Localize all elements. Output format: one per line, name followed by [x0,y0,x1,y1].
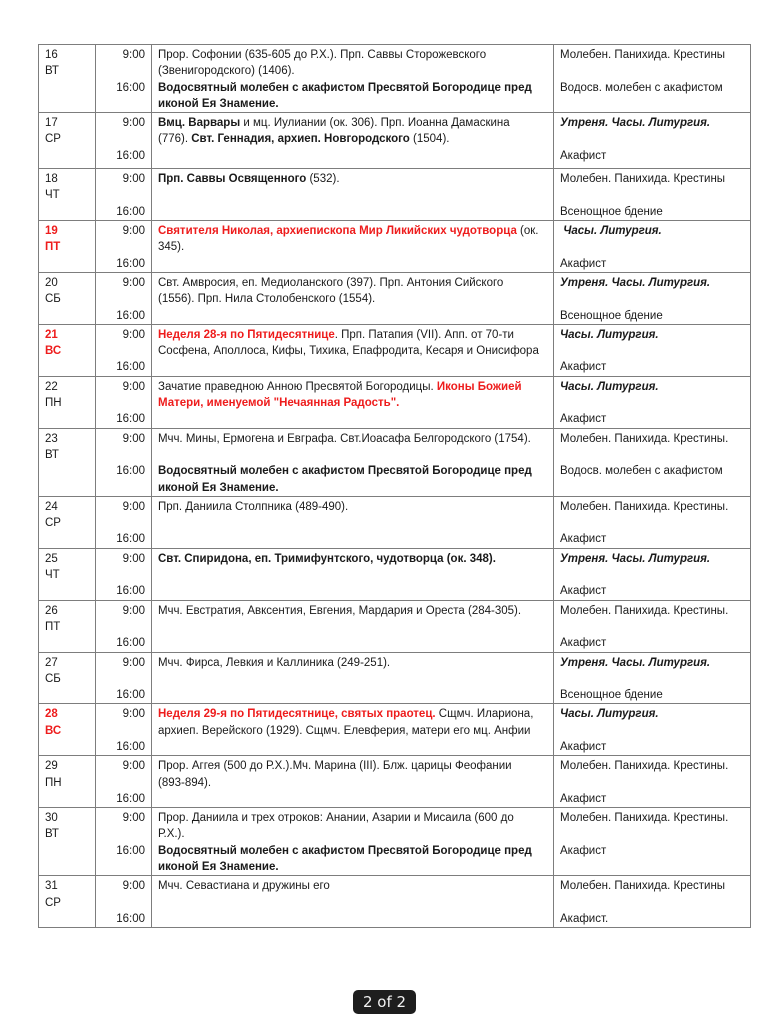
morning-service: Часы. Литургия. [560,380,659,393]
evening-time: 16:00 [116,637,145,650]
weekday: СР [45,517,61,530]
day-number: 19 [45,225,58,238]
morning-service: Утреня. Часы. Литургия. [560,276,711,289]
feast-highlight: Матери, именуемой "Нечаянная Радость". [158,397,400,410]
text-segment: Мчч. Евстратия, Авксентия, Евгения, Мардария и Ореста (284-305). [158,604,522,617]
day-number: 28 [45,708,58,721]
schedule-row [39,428,751,496]
day-number: 25 [45,552,58,565]
day-number: 24 [45,500,58,513]
day-cell [39,652,96,704]
weekday: ПТ [45,241,61,254]
morning-time: 9:00 [122,708,145,721]
text-segment: Мчч. Мины, Ермогена и Евграфа. Свт.Иоасафа Белгородского (1754). [158,432,531,445]
services-cell [554,272,751,324]
day-cell [39,428,96,496]
weekday: ПН [45,776,62,789]
time-cell [96,324,152,376]
time-cell [96,652,152,704]
morning-service: Молебен. Панихида. Крестины. [560,432,729,445]
morning-service: Утреня. Часы. Литургия. [560,552,711,565]
schedule-row [39,45,751,113]
services-cell [554,652,751,704]
time-cell [96,600,152,652]
morning-service: Молебен. Панихида. Крестины. [560,760,729,773]
text-segment: (893-894). [158,776,212,789]
evening-service: Акафист [560,740,607,753]
morning-time: 9:00 [122,117,145,130]
commemoration-cell [152,704,554,756]
text-segment: . Прп. Патапия (VII). Апп. от 70-ти [334,328,514,341]
schedule-row [39,169,751,221]
morning-time: 9:00 [122,500,145,513]
morning-service: Молебен. Панихида. Крестины [560,173,726,186]
page-indicator-label: 2 of 2 [362,993,407,1011]
commemoration-line [158,463,547,479]
evening-time: 16:00 [116,205,145,218]
day-number: 27 [45,656,58,669]
morning-time: 9:00 [122,432,145,445]
day-number: 21 [45,328,58,341]
day-number: 22 [45,380,58,393]
commemoration-cell [152,756,554,808]
time-cell [96,169,152,221]
commemoration-cell [152,876,554,928]
schedule-row [39,272,751,324]
evening-service: Всенощное бдение [560,309,663,322]
day-cell [39,496,96,548]
commemoration-line [158,379,547,395]
morning-time: 9:00 [122,276,145,289]
morning-service: Молебен. Панихида. Крестины. [560,500,729,513]
day-cell [39,704,96,756]
evening-time: 16:00 [116,740,145,753]
text-segment: Свт. Амвросия, еп. Медиоланского (397). Прп. Антония Сийского [158,276,504,289]
text-segment: Мчч. Фирса, Левкия и Каллиника (249-251). [158,656,391,669]
commemoration-line [158,706,547,722]
morning-time: 9:00 [122,760,145,773]
morning-service: Молебен. Панихида. Крестины [560,49,726,61]
evening-service: Акафист [560,257,607,270]
schedule-row [39,221,751,273]
morning-service: Часы. Литургия. [560,328,659,341]
evening-time: 16:00 [116,912,145,925]
bold-text: Водосвятный молебен с акафистом Пресвятой Богородице пред [158,81,532,94]
morning-service: Часы. Литургия. [560,708,659,721]
bold-text: иконой Ея Знамение. [158,97,279,110]
day-cell [39,221,96,273]
morning-time: 9:00 [122,380,145,393]
weekday: ПН [45,397,62,410]
schedule-row [39,652,751,704]
services-cell [554,496,751,548]
evening-service: Акафист [560,413,607,426]
day-number: 20 [45,276,58,289]
morning-time: 9:00 [122,880,145,893]
morning-time: 9:00 [122,173,145,186]
time-cell [96,376,152,428]
time-cell [96,548,152,600]
commemoration-line [158,63,547,79]
day-number: 29 [45,760,58,773]
commemoration-line [158,395,547,411]
commemoration-cell [152,45,554,113]
weekday: СР [45,896,61,909]
services-cell [554,704,751,756]
evening-service: Акафист [560,149,607,162]
commemoration-line [158,291,547,307]
weekday: ЧТ [45,569,60,582]
bold-text: Водосвятный молебен с акафистом Пресвятой Богородице пред [158,844,532,857]
day-number: 23 [45,432,58,445]
weekday: ВС [45,345,62,358]
day-number: 16 [45,49,58,61]
text-segment: архиеп. Верейского (1929). Сщмч. Елевферия, матери его мц. Анфии [158,724,531,737]
commemoration-line [158,327,547,343]
weekday: ВТ [45,828,59,841]
morning-service: Утреня. Часы. Литургия. [560,656,711,669]
evening-time: 16:00 [116,257,145,270]
morning-time: 9:00 [122,812,145,825]
evening-time: 16:00 [116,149,145,162]
bold-text: Свт. Геннадия, архиеп. Новгородского [191,133,410,146]
time-cell [96,272,152,324]
time-cell [96,45,152,113]
bold-text: Свт. Спиридона, еп. Тримифунтского, чудотворца (ок. 348). [158,552,496,565]
day-cell [39,272,96,324]
commemoration-line [158,480,547,496]
commemoration-line [158,655,547,671]
text-segment: Мчч. Севастиана и дружины его [158,880,330,893]
schedule-row [39,324,751,376]
morning-time: 9:00 [122,656,145,669]
text-segment: Зачатие праведною Анною Пресвятой Богородицы. [158,380,437,393]
weekday: ЧТ [45,189,60,202]
services-cell [554,169,751,221]
schedule-row [39,756,751,808]
evening-service: Акафист [560,361,607,374]
schedule-body [39,45,751,928]
time-cell [96,704,152,756]
commemoration-line [158,603,547,619]
morning-service: Часы. Литургия. [560,225,662,238]
commemoration-line [158,758,547,774]
text-segment: (ок. [516,225,539,238]
services-cell [554,808,751,876]
weekday: ПТ [45,620,61,633]
day-cell [39,600,96,652]
services-cell [554,428,751,496]
page-indicator [353,990,416,1014]
commemoration-line [158,47,547,63]
commemoration-line [158,115,547,131]
morning-time: 9:00 [122,328,145,341]
bold-text: Прп. Саввы Освященного [158,173,307,186]
commemoration-line [158,223,547,239]
morning-time: 9:00 [122,49,145,61]
text-segment: (Звенигородского) (1406). [158,65,295,78]
day-cell [39,376,96,428]
commemoration-cell [152,376,554,428]
schedule-row [39,376,751,428]
evening-time: 16:00 [116,844,145,857]
day-number: 31 [45,880,58,893]
commemoration-cell [152,808,554,876]
commemoration-line [158,239,547,255]
weekday: СР [45,133,61,146]
commemoration-line [158,447,547,463]
morning-service: Утреня. Часы. Литургия. [560,117,711,130]
day-cell [39,548,96,600]
schedule-table [38,44,751,928]
day-number: 30 [45,812,58,825]
evening-service: Водосв. молебен с акафистом [560,465,723,478]
evening-service: Акафист [560,585,607,598]
text-segment: Прп. Даниила Столпника (489-490). [158,500,349,513]
text-segment: Прор. Софонии (635-605 до Р.Х.). Прп. Саввы Сторожевского [158,49,487,61]
commemoration-line [158,80,547,96]
evening-service: Акафист. [560,912,609,925]
time-cell [96,113,152,169]
time-cell [96,221,152,273]
morning-service: Молебен. Панихида. Крестины [560,880,726,893]
evening-time: 16:00 [116,533,145,546]
schedule-row [39,876,751,928]
commemoration-cell [152,221,554,273]
commemoration-cell [152,272,554,324]
day-cell [39,113,96,169]
day-number: 17 [45,117,58,130]
evening-time: 16:00 [116,465,145,478]
evening-service: Всенощное бдение [560,205,663,218]
bold-text: Водосвятный молебен с акафистом Пресвятой Богородице пред [158,465,532,478]
day-cell [39,808,96,876]
time-cell [96,876,152,928]
morning-time: 9:00 [122,604,145,617]
evening-time: 16:00 [116,81,145,94]
evening-time: 16:00 [116,413,145,426]
services-cell [554,221,751,273]
day-cell [39,169,96,221]
weekday: ВТ [45,65,59,78]
commemoration-line [158,343,547,359]
feast-highlight: Неделя 29-я по Пятидесятнице, святых праотец. [158,708,436,721]
schedule-row [39,704,751,756]
weekday: СБ [45,672,61,685]
services-cell [554,45,751,113]
day-cell [39,45,96,113]
schedule-row [39,496,751,548]
evening-time: 16:00 [116,792,145,805]
commemoration-cell [152,496,554,548]
weekday: СБ [45,293,61,306]
text-segment: Сосфена, Аполлоса, Кифы, Тихика, Епафродита, Кесаря и Онисифора [158,345,539,358]
services-cell [554,324,751,376]
text-segment: Сщмч. Илариона, [435,708,534,721]
commemoration-line [158,551,547,567]
services-cell [554,876,751,928]
text-segment: Р.Х.). [158,828,185,841]
bold-text: Вмц. Варвары [158,117,241,130]
time-cell [96,496,152,548]
evening-service: Всенощное бдение [560,689,663,702]
schedule-row [39,548,751,600]
text-segment: 345). [158,241,185,254]
services-cell [554,756,751,808]
schedule-row [39,808,751,876]
day-cell [39,876,96,928]
schedule-row [39,113,751,169]
evening-service: Акафист [560,792,607,805]
commemoration-cell [152,113,554,169]
commemoration-line [158,826,547,842]
text-segment: Прор. Аггея (500 до Р.Х.).Мч. Марина (III). Блж. царицы Феофании [158,760,512,773]
text-segment: (1504). [409,133,450,146]
day-number: 26 [45,604,58,617]
evening-service: Акафист [560,637,607,650]
morning-time: 9:00 [122,225,145,238]
evening-time: 16:00 [116,689,145,702]
morning-service: Молебен. Панихида. Крестины. [560,604,729,617]
evening-time: 16:00 [116,309,145,322]
weekday: ВТ [45,448,59,461]
services-cell [554,600,751,652]
commemoration-cell [152,324,554,376]
bold-text: иконой Ея Знамение. [158,861,279,874]
commemoration-line [158,499,547,515]
commemoration-line [158,96,547,112]
commemoration-line [158,275,547,291]
commemoration-line [158,843,547,859]
commemoration-line [158,859,547,875]
time-cell [96,428,152,496]
commemoration-cell [152,548,554,600]
commemoration-cell [152,169,554,221]
evening-time: 16:00 [116,585,145,598]
day-cell [39,324,96,376]
services-cell [554,113,751,169]
text-segment: и мц. Иулиании (ок. 306). Прп. Иоанна Дамаскина [240,117,510,130]
day-number: 18 [45,173,58,186]
evening-service: Водосв. молебен с акафистом [560,81,723,94]
commemoration-line [158,775,547,791]
text-segment: (776). [158,133,192,146]
morning-service: Молебен. Панихида. Крестины. [560,812,729,825]
weekday: ВС [45,724,62,737]
text-segment: Прор. Даниила и трех отроков: Анании, Азарии и Мисаила (600 до [158,812,514,825]
commemoration-line [158,723,547,739]
services-cell [554,548,751,600]
commemoration-line [158,431,547,447]
morning-time: 9:00 [122,552,145,565]
evening-time: 16:00 [116,361,145,374]
commemoration-cell [152,428,554,496]
time-cell [96,808,152,876]
commemoration-cell [152,600,554,652]
commemoration-line [158,810,547,826]
schedule-row [39,600,751,652]
commemoration-cell [152,652,554,704]
evening-service: Акафист [560,533,607,546]
evening-service: Акафист [560,844,607,857]
commemoration-line [158,131,547,147]
feast-highlight: Иконы Божией [436,380,522,393]
time-cell [96,756,152,808]
text-segment: (1556). Прп. Нила Столобенского (1554). [158,293,376,306]
bold-text: иконой Ея Знамение. [158,481,279,494]
day-cell [39,756,96,808]
commemoration-line [158,171,547,187]
commemoration-line [158,878,547,894]
feast-highlight: Неделя 28-я по Пятидесятнице [158,328,335,341]
feast-highlight: Святителя Николая, архиепископа Мир Ликийских чудотворца [158,225,517,238]
services-cell [554,376,751,428]
text-segment: (532). [306,173,340,186]
